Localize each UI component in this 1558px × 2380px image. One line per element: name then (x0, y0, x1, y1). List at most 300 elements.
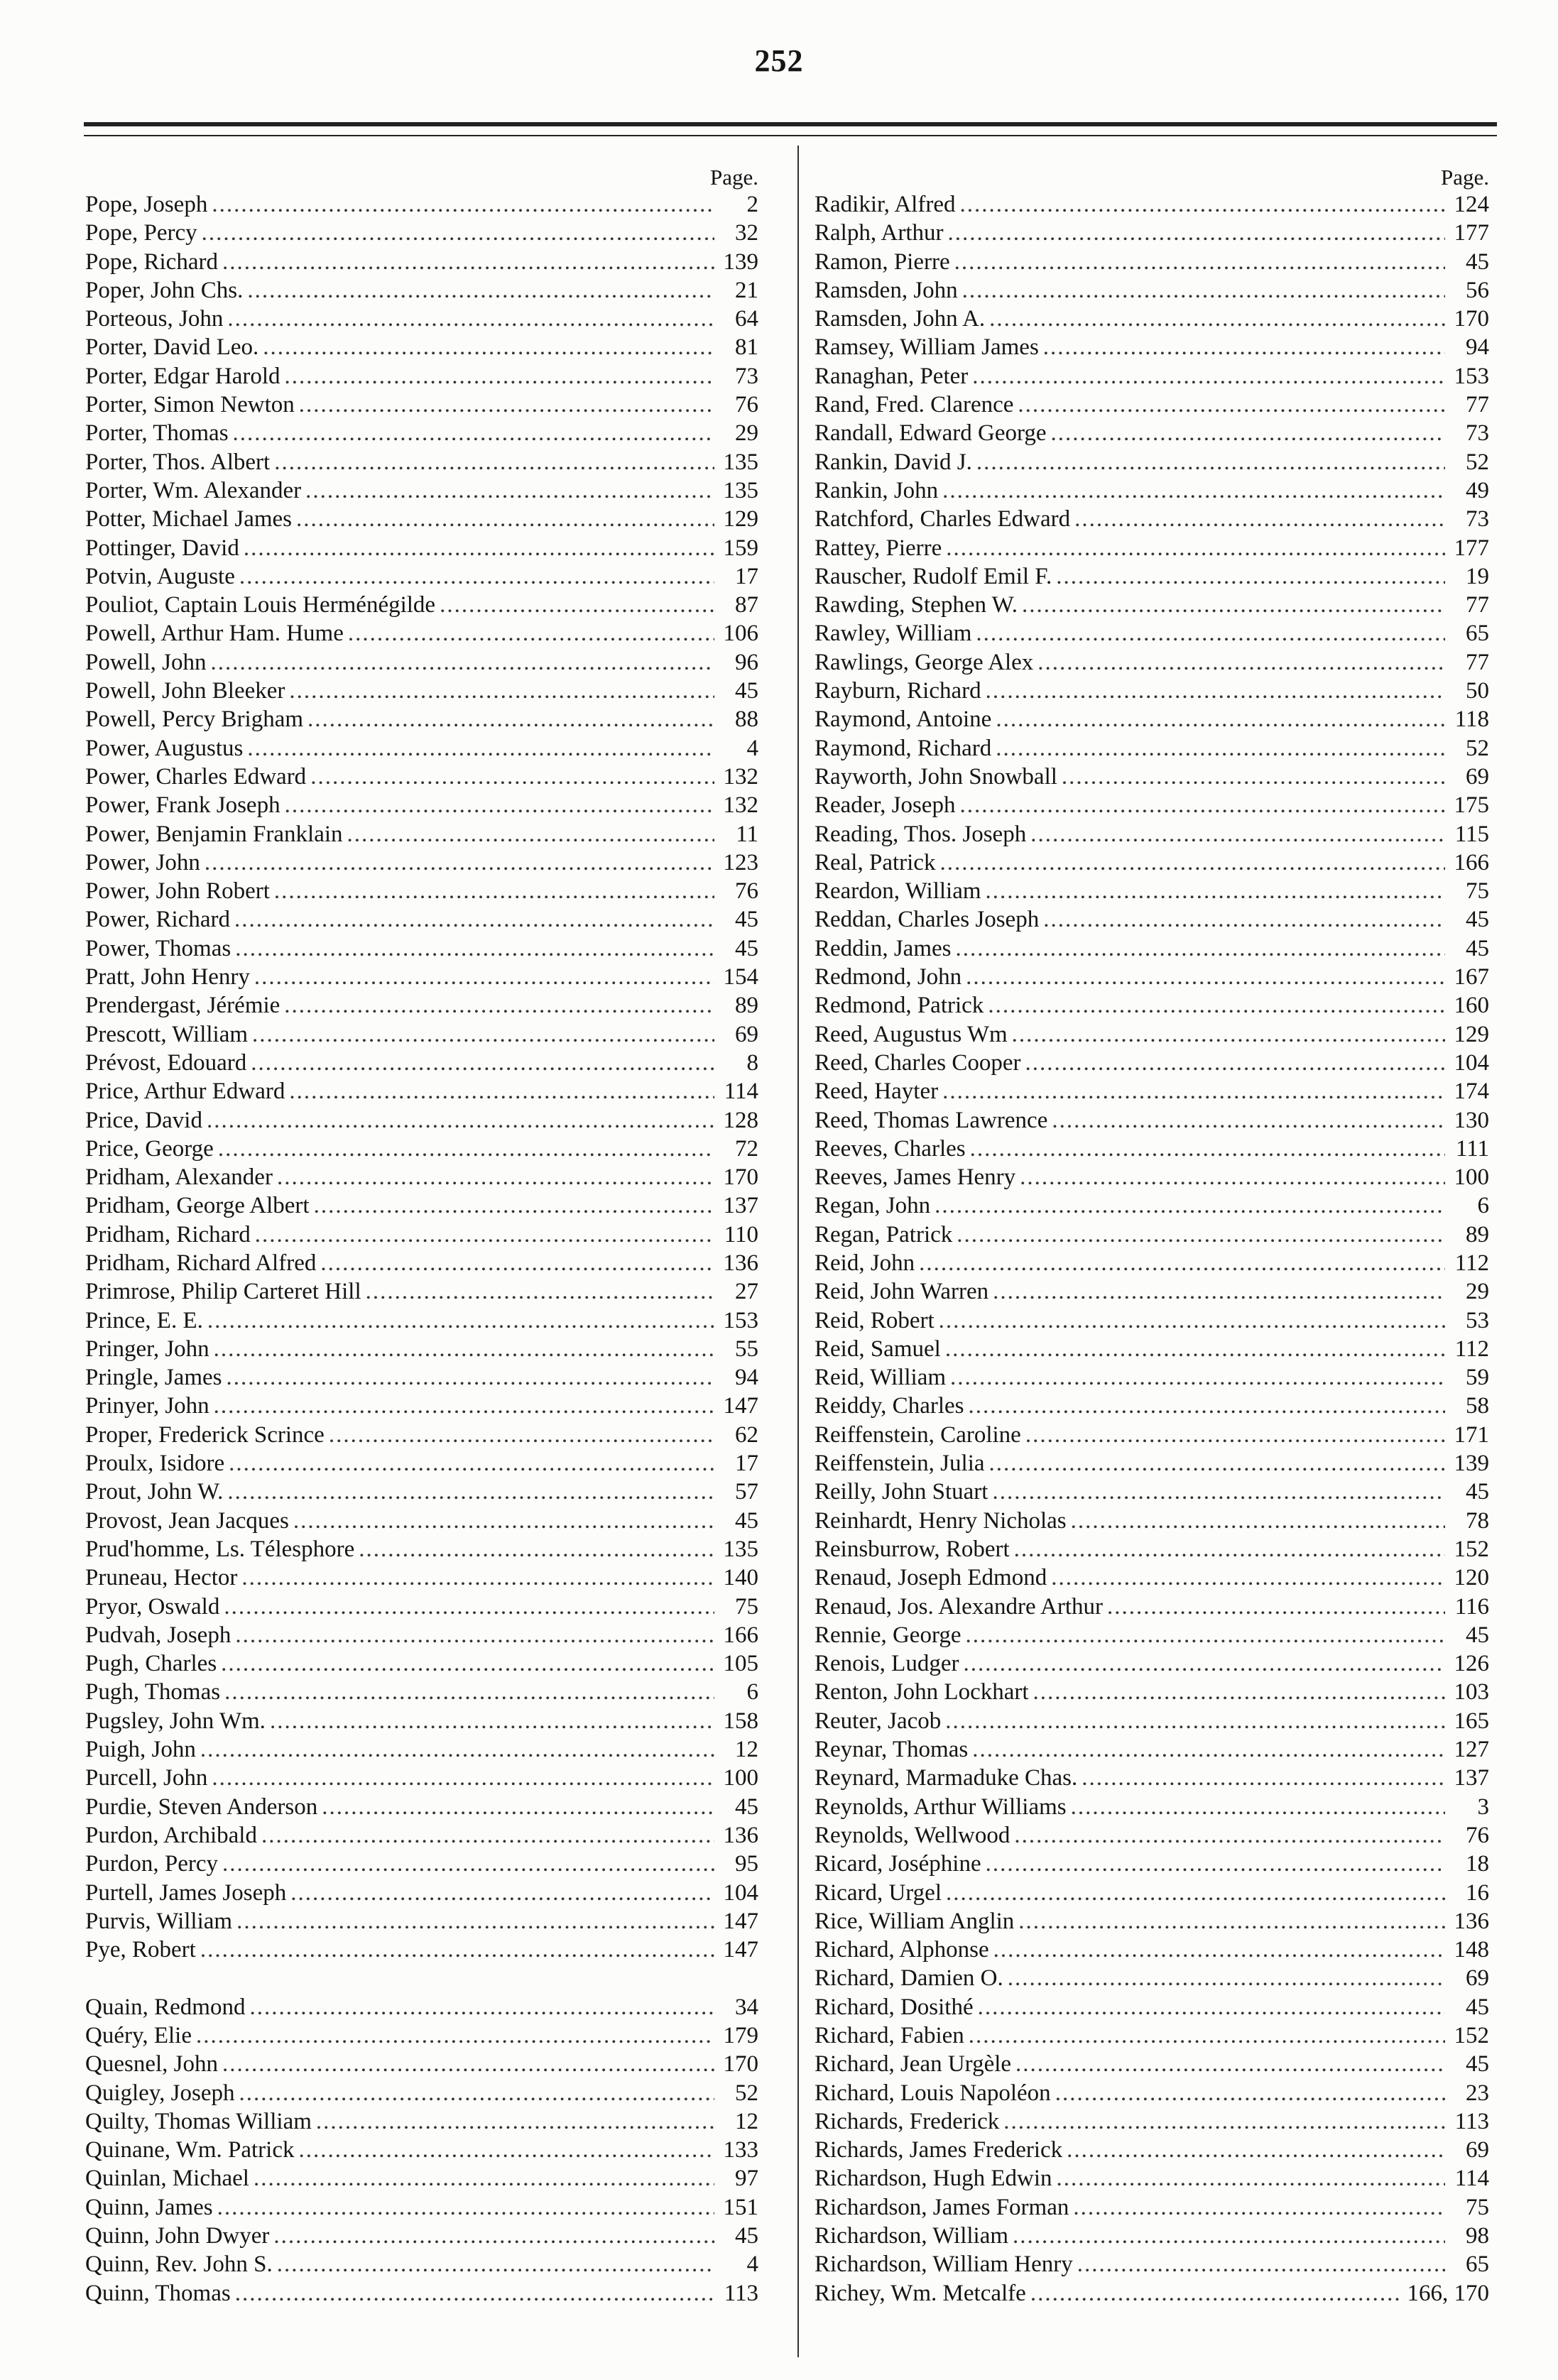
index-entry (815, 1678, 1489, 1706)
entry-name: Power, John (85, 849, 200, 875)
dot-leader (993, 1936, 1445, 1964)
entry-page: 165 (1454, 1708, 1489, 1734)
entry-page: 73 (1466, 420, 1489, 447)
dot-leader (989, 305, 1445, 333)
entry-page: 17 (735, 1451, 758, 1477)
entry-name: Richard, Louis Napoléon (815, 2080, 1051, 2106)
index-entry (815, 1163, 1489, 1191)
index-entry (85, 1649, 758, 1678)
index-entry (85, 2079, 758, 2107)
entry-name: Puigh, John (85, 1737, 196, 1763)
entry-page: 69 (1466, 2137, 1489, 2163)
index-entry (85, 2021, 758, 2050)
index-entry (815, 1392, 1489, 1420)
index-entry (815, 1449, 1489, 1478)
entry-name: Prince, E. E. (85, 1307, 203, 1333)
entry-name: Prendergast, Jérémie (85, 993, 280, 1019)
dot-leader (1008, 1964, 1445, 1992)
index-entry (815, 820, 1489, 848)
index-entry (85, 362, 758, 391)
entry-name: Reynard, Marmaduke Chas. (815, 1765, 1078, 1791)
index-entry (815, 1563, 1489, 1592)
index-entry (815, 476, 1489, 505)
entry-page: 87 (735, 592, 758, 618)
index-entry (815, 1277, 1489, 1306)
dot-leader (1067, 2136, 1445, 2164)
index-entry (85, 190, 758, 219)
index-entry (815, 333, 1489, 361)
entry-name: Power, Richard (85, 907, 230, 933)
dot-leader (285, 791, 714, 819)
entry-name: Quinn, Thomas (85, 2280, 231, 2306)
entry-name: Reynolds, Wellwood (815, 1822, 1010, 1848)
dot-leader (1074, 505, 1445, 533)
entry-page: 73 (1466, 506, 1489, 533)
dot-leader (1107, 1593, 1445, 1621)
entry-name: Ranaghan, Peter (815, 363, 969, 389)
entry-page: 166, 170 (1407, 2280, 1489, 2306)
entry-name: Reynolds, Arthur Williams (815, 1794, 1067, 1820)
index-entry (85, 1106, 758, 1135)
entry-name: Rayburn, Richard (815, 678, 981, 704)
entry-name: Reiddy, Charles (815, 1393, 964, 1419)
dot-leader (224, 1593, 714, 1621)
entry-page: 29 (1466, 1279, 1489, 1305)
entry-page: 72 (735, 1135, 758, 1162)
entry-name: Ramsey, William James (815, 334, 1039, 361)
index-entry (815, 677, 1489, 705)
entry-name: Richard, Damien O. (815, 1965, 1003, 1992)
index-entry (815, 562, 1489, 591)
entry-name: Prud'homme, Ls. Télesphore (85, 1536, 355, 1562)
dot-leader (1051, 1563, 1445, 1592)
entry-page: 153 (1454, 363, 1489, 389)
entry-name: Randall, Edward George (815, 420, 1047, 447)
dot-leader (221, 1649, 714, 1678)
entry-page: 175 (1454, 792, 1489, 819)
index-entry (815, 1421, 1489, 1449)
dot-leader (226, 1363, 714, 1392)
dot-leader (316, 2107, 714, 2136)
entry-page: 34 (735, 1994, 758, 2020)
index-entry (85, 877, 758, 905)
dot-leader (229, 1449, 714, 1478)
entry-name: Rawding, Stephen W. (815, 592, 1018, 618)
entry-name: Reader, Joseph (815, 792, 956, 819)
entry-page: 50 (1466, 678, 1489, 704)
entry-page: 114 (724, 1079, 758, 1105)
dot-leader (1073, 2193, 1445, 2222)
entry-page: 52 (1466, 449, 1489, 475)
entry-page: 159 (723, 535, 758, 561)
dot-leader (962, 276, 1445, 305)
entry-name: Raymond, Richard (815, 735, 992, 761)
entry-name: Quéry, Elie (85, 2023, 192, 2048)
index-entry (85, 1306, 758, 1335)
index-entry (815, 705, 1489, 733)
entry-page: 45 (1466, 249, 1489, 275)
entry-page: 4 (746, 735, 758, 761)
entry-page: 136 (1454, 1908, 1489, 1934)
dot-leader (1012, 1020, 1445, 1049)
entry-name: Rauscher, Rudolf Emil F. (815, 563, 1052, 589)
index-entry (815, 1735, 1489, 1764)
entry-page: 2 (746, 192, 758, 217)
entry-name: Raymond, Antoine (815, 706, 992, 733)
entry-name: Pye, Robert (85, 1937, 196, 1963)
entry-page: 69 (1466, 1965, 1489, 1992)
page-column-header: Page. (1440, 165, 1489, 190)
dot-leader (970, 1135, 1445, 1163)
dot-leader (1018, 1907, 1445, 1936)
entry-page: 116 (1454, 1593, 1489, 1620)
entry-page: 53 (1466, 1307, 1489, 1333)
entry-page: 64 (735, 306, 758, 332)
dot-leader (947, 219, 1445, 247)
entry-name: Pope, Joseph (85, 192, 208, 217)
entry-page: 135 (723, 449, 758, 475)
entry-page: 129 (723, 506, 758, 533)
entry-name: Price, Arthur Edward (85, 1079, 285, 1105)
entry-name: Price, David (85, 1107, 202, 1133)
index-entry (85, 648, 758, 677)
entry-page: 45 (1466, 907, 1489, 933)
dot-leader (976, 448, 1445, 476)
entry-page: 160 (1454, 993, 1489, 1019)
entry-name: Prout, John W. (85, 1479, 224, 1505)
entry-page: 89 (1466, 1221, 1489, 1248)
dot-leader (945, 1335, 1445, 1363)
dot-leader (214, 1392, 714, 1420)
index-list (815, 190, 1489, 2308)
dot-leader (227, 305, 714, 333)
index-entry (815, 219, 1489, 247)
column-divider (797, 146, 799, 2357)
dot-leader (233, 419, 714, 447)
left-column (85, 165, 758, 2308)
index-list (85, 1993, 758, 2308)
index-entry (815, 1879, 1489, 1907)
index-entry (815, 619, 1489, 648)
dot-leader (218, 1135, 714, 1163)
dot-leader (211, 648, 714, 677)
dot-leader (955, 934, 1445, 963)
dot-leader (935, 1191, 1445, 1220)
index-entry (85, 1621, 758, 1649)
dot-leader (1052, 1106, 1445, 1135)
index-entry (815, 1621, 1489, 1649)
dot-leader (1022, 591, 1445, 619)
entry-name: Rand, Fred. Clarence (815, 392, 1014, 418)
entry-name: Richard, Jean Urgèle (815, 2051, 1012, 2078)
entry-name: Quesnel, John (85, 2051, 218, 2078)
entry-page: 152 (1454, 2023, 1489, 2048)
dot-leader (942, 476, 1445, 505)
entry-name: Rankin, David J. (815, 449, 972, 475)
dot-leader (241, 1563, 714, 1592)
entry-name: Porteous, John (85, 306, 224, 332)
right-column (815, 165, 1489, 2308)
dot-leader (957, 1221, 1445, 1249)
entry-page: 170 (723, 1164, 758, 1191)
dot-leader (239, 562, 714, 591)
dot-leader (959, 791, 1445, 819)
dot-leader (254, 2164, 714, 2193)
index-entry (85, 848, 758, 877)
index-entry (85, 276, 758, 305)
index-entry (815, 1850, 1489, 1878)
dot-leader (236, 1907, 714, 1936)
entry-name: Reinhardt, Henry Nicholas (815, 1507, 1067, 1534)
entry-name: Porter, Simon Newton (85, 392, 295, 418)
entry-page: 76 (735, 878, 758, 905)
header-rule-thin (84, 135, 1497, 136)
index-entry (815, 934, 1489, 963)
entry-name: Quinn, John Dwyer (85, 2223, 270, 2249)
dot-leader (251, 1049, 714, 1077)
dot-leader (1014, 1535, 1445, 1563)
dot-leader (993, 1277, 1445, 1306)
entry-name: Rattey, Pierre (815, 535, 942, 561)
entry-page: 45 (1466, 935, 1489, 961)
entry-name: Rankin, John (815, 477, 939, 503)
index-entry (85, 1478, 758, 1506)
dot-leader (1056, 562, 1445, 591)
dot-leader (234, 905, 714, 934)
index-entry (85, 1421, 758, 1449)
entry-name: Reddan, Charles Joseph (815, 907, 1040, 933)
dot-leader (1003, 2107, 1445, 2136)
dot-leader (196, 2021, 714, 2050)
entry-name: Purdie, Steven Anderson (85, 1794, 318, 1820)
entry-name: Porter, David Leo. (85, 334, 259, 361)
index-entry (815, 1936, 1489, 1964)
entry-page: 140 (723, 1565, 758, 1591)
entry-page: 17 (735, 563, 758, 589)
index-entry (85, 1249, 758, 1277)
entry-page: 45 (735, 1507, 758, 1534)
entry-name: Reardon, William (815, 878, 981, 905)
entry-page: 45 (1466, 1994, 1489, 2020)
entry-page: 105 (723, 1651, 758, 1677)
dot-leader (1062, 763, 1445, 791)
entry-page: 136 (723, 1250, 758, 1276)
entry-name: Renaud, Jos. Alexandre Arthur (815, 1593, 1104, 1620)
entry-page: 100 (1454, 1164, 1489, 1191)
dot-leader (212, 1764, 714, 1792)
entry-page: 113 (1454, 2108, 1489, 2134)
entry-page: 65 (1466, 621, 1489, 647)
entry-name: Ricard, Joséphine (815, 1851, 981, 1877)
index-entry (85, 2279, 758, 2308)
index-entry (815, 1221, 1489, 1249)
index-entry (85, 1764, 758, 1792)
dot-leader (247, 734, 714, 763)
index-entry (815, 1335, 1489, 1363)
entry-name: Richardson, William (815, 2223, 1009, 2249)
entry-name: Pugh, Thomas (85, 1679, 221, 1705)
index-entry (815, 448, 1489, 476)
entry-page: 170 (1454, 306, 1489, 332)
dot-leader (273, 2222, 714, 2250)
entry-page: 12 (735, 1737, 758, 1763)
dot-leader (988, 991, 1445, 1020)
entry-name: Rawlings, George Alex (815, 649, 1034, 675)
dot-leader (290, 1879, 714, 1907)
dot-leader (347, 820, 714, 848)
dot-leader (235, 1621, 714, 1649)
entry-name: Reynar, Thomas (815, 1737, 969, 1763)
entry-name: Quilty, Thomas William (85, 2108, 312, 2134)
entry-page: 135 (723, 1536, 758, 1562)
entry-page: 114 (1454, 2166, 1489, 2192)
dot-leader (1033, 1678, 1445, 1706)
entry-name: Richardson, Hugh Edwin (815, 2166, 1052, 2192)
index-entry (85, 1593, 758, 1621)
dot-leader (249, 1993, 714, 2021)
entry-page: 132 (723, 792, 758, 819)
entry-name: Reuter, Jacob (815, 1708, 942, 1734)
dot-leader (1043, 905, 1445, 934)
index-entry (815, 419, 1489, 447)
dot-leader (247, 276, 714, 305)
index-entry (85, 1535, 758, 1563)
index-entry (815, 1106, 1489, 1135)
entry-name: Quinane, Wm. Patrick (85, 2137, 295, 2163)
dot-leader (986, 877, 1445, 905)
dot-leader (366, 1277, 714, 1306)
entry-page: 166 (723, 1622, 758, 1648)
dot-leader (1071, 1793, 1445, 1821)
entry-name: Reid, John (815, 1250, 915, 1276)
index-entry (85, 1049, 758, 1077)
dot-leader (939, 848, 1445, 877)
index-entry (85, 2164, 758, 2193)
entry-page: 12 (735, 2108, 758, 2134)
index-entry (85, 419, 758, 447)
dot-leader (254, 963, 714, 991)
dot-leader (235, 2279, 714, 2308)
index-entry (815, 763, 1489, 791)
dot-leader (277, 1163, 714, 1191)
dot-leader (252, 1020, 714, 1049)
index-entry (85, 248, 758, 276)
index-entry (815, 2193, 1489, 2222)
dot-leader (289, 1077, 714, 1106)
entry-name: Pridham, Richard (85, 1221, 251, 1248)
entry-page: 78 (1466, 1507, 1489, 1534)
dot-leader (946, 1879, 1445, 1907)
section-gap (85, 1964, 758, 1992)
entry-page: 56 (1466, 277, 1489, 303)
entry-page: 177 (1454, 220, 1489, 246)
entry-page: 75 (1466, 878, 1489, 905)
index-entry (85, 2107, 758, 2136)
entry-page: 112 (1454, 1336, 1489, 1362)
entry-name: Prinyer, John (85, 1393, 209, 1419)
index-entry (85, 763, 758, 791)
dot-leader (996, 705, 1445, 733)
entry-page: 124 (1454, 192, 1489, 217)
dot-leader (1043, 333, 1445, 361)
entry-name: Reed, Thomas Lawrence (815, 1107, 1048, 1133)
entry-name: Ratchford, Charles Edward (815, 506, 1071, 533)
entry-name: Richards, Frederick (815, 2108, 1000, 2134)
entry-page: 137 (1454, 1765, 1489, 1791)
entry-name: Porter, Wm. Alexander (85, 477, 302, 503)
index-entry (815, 1764, 1489, 1792)
entry-name: Reed, Charles Cooper (815, 1049, 1021, 1076)
entry-page: 174 (1454, 1079, 1489, 1105)
index-entry (85, 1821, 758, 1850)
entry-page: 130 (1454, 1107, 1489, 1133)
index-entry (85, 1850, 758, 1878)
dot-leader (966, 963, 1445, 991)
entry-name: Power, Frank Joseph (85, 792, 280, 819)
index-entry (85, 677, 758, 705)
entry-name: Richards, James Frederick (815, 2137, 1063, 2163)
entry-name: Richard, Fabien (815, 2023, 964, 2048)
dot-leader (200, 1936, 714, 1964)
dot-leader (274, 448, 714, 476)
entry-name: Reid, William (815, 1365, 947, 1391)
index-entry (815, 1077, 1489, 1106)
dot-leader (950, 1363, 1445, 1392)
entry-name: Redmond, Patrick (815, 993, 984, 1019)
dot-leader (320, 1249, 714, 1277)
entry-name: Quinn, Rev. John S. (85, 2251, 273, 2278)
entry-page: 97 (735, 2166, 758, 2192)
index-entry (85, 1707, 758, 1735)
dot-leader (217, 2193, 714, 2222)
entry-name: Purtell, James Joseph (85, 1879, 287, 1906)
entry-name: Proulx, Isidore (85, 1451, 225, 1477)
dot-leader (972, 1735, 1445, 1764)
dot-leader (200, 1735, 714, 1764)
index-entry (815, 791, 1489, 819)
index-entry (85, 934, 758, 963)
entry-name: Pugsley, John Wm. (85, 1708, 266, 1734)
index-entry (815, 1907, 1489, 1936)
index-entry (815, 648, 1489, 677)
entry-page: 152 (1454, 1536, 1489, 1562)
index-entry (815, 963, 1489, 991)
entry-name: Pringle, James (85, 1365, 222, 1391)
entry-name: Redmond, John (815, 964, 962, 990)
index-entry (815, 1020, 1489, 1049)
index-entry (815, 1649, 1489, 1678)
entry-name: Poper, John Chs. (85, 277, 244, 303)
entry-name: Rice, William Anglin (815, 1908, 1015, 1934)
entry-page: 19 (1466, 563, 1489, 589)
index-entry (815, 1964, 1489, 1992)
entry-name: Purdon, Percy (85, 1851, 218, 1877)
entry-page: 55 (735, 1336, 758, 1362)
dot-leader (244, 534, 714, 562)
entry-name: Reid, Robert (815, 1307, 935, 1333)
dot-leader (235, 934, 714, 963)
entry-name: Power, Thomas (85, 935, 231, 961)
entry-name: Prévost, Edouard (85, 1049, 247, 1076)
entry-name: Potvin, Auguste (85, 563, 235, 589)
dot-leader (239, 2079, 714, 2107)
entry-name: Ricard, Urgel (815, 1879, 942, 1906)
entry-name: Richard, Alphonse (815, 1937, 989, 1963)
index-entry (815, 1507, 1489, 1535)
entry-name: Reeves, James Henry (815, 1164, 1016, 1191)
entry-name: Pouliot, Captain Louis Herménégilde (85, 592, 436, 618)
entry-page: 104 (723, 1879, 758, 1906)
